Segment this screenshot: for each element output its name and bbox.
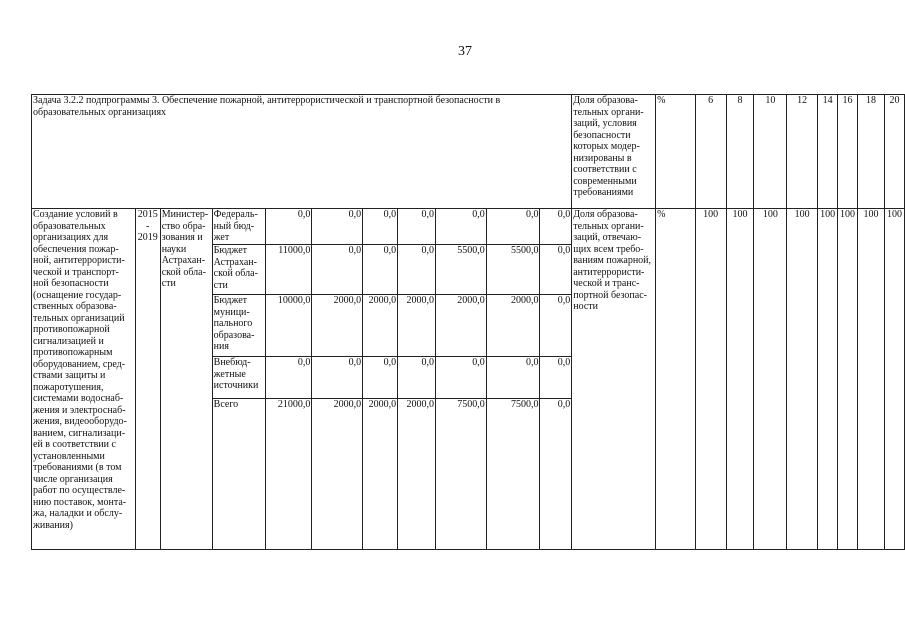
activity-indicator: Доля образова- тельных органи- заций, отвечаю- щих всем требо- ваниям пожарной, антитеррористи- ческой и транс- портной безопас- ности bbox=[572, 209, 656, 550]
funding-value: 2000,0 bbox=[363, 295, 398, 357]
task-year-value: 14 bbox=[818, 95, 838, 209]
funding-value: 0,0 bbox=[363, 357, 398, 399]
funding-source: Бюджет Астрахан- ской обла- сти bbox=[212, 245, 265, 295]
funding-value: 0,0 bbox=[398, 357, 436, 399]
funding-value: 0,0 bbox=[398, 245, 436, 295]
funding-value: 0,0 bbox=[540, 209, 572, 245]
activity-period: 2015 - 2019 bbox=[135, 209, 160, 550]
task-indicator: Доля образова- тельных органи- заций, условия безопасности которых модер- низированы в соответствии с современными требованиями bbox=[572, 95, 656, 209]
target-value: 100 bbox=[726, 209, 754, 550]
funding-value: 10000,0 bbox=[265, 295, 312, 357]
task-year-value: 6 bbox=[695, 95, 726, 209]
funding-value: 5500,0 bbox=[486, 245, 540, 295]
funding-value: 0,0 bbox=[540, 399, 572, 550]
funding-value: 0,0 bbox=[312, 357, 363, 399]
funding-value: 2000,0 bbox=[398, 295, 436, 357]
funding-value: 0,0 bbox=[363, 209, 398, 245]
task-year-value: 16 bbox=[838, 95, 858, 209]
target-value: 100 bbox=[754, 209, 787, 550]
funding-value: 2000,0 bbox=[312, 399, 363, 550]
funding-value: 2000,0 bbox=[436, 295, 487, 357]
funding-value: 0,0 bbox=[363, 245, 398, 295]
funding-value: 5500,0 bbox=[436, 245, 487, 295]
funding-value: 0,0 bbox=[540, 245, 572, 295]
funding-value: 0,0 bbox=[265, 209, 312, 245]
funding-value: 11000,0 bbox=[265, 245, 312, 295]
funding-source: Всего bbox=[212, 399, 265, 550]
funding-value: 2000,0 bbox=[312, 295, 363, 357]
funding-source: Внебюд- жетные источники bbox=[212, 357, 265, 399]
funding-value: 0,0 bbox=[436, 209, 487, 245]
activity-description: Создание условий в образовательных организациях для обеспечения пожар- ной, антитеррористи- ческой и транспорт- ной безопасности (оснащение государ- ственных образова- тельных организаций противопожарной сигнализацией и противопожарным оборудованием, сред- ствами защиты и пожаротушения, системами водоснаб- жения и электроснаб- жения, видеооборудо- ванием, сигнализаци- ей в соответствии с установленными требованиями (в том числе организация работ по осуществле- нию поставок, монта- жа, наладки и обслу- живания) bbox=[32, 209, 136, 550]
activity-unit: % bbox=[656, 209, 696, 550]
funding-row-federal bbox=[32, 209, 905, 245]
target-value: 100 bbox=[858, 209, 885, 550]
page-number: 37 bbox=[458, 44, 472, 59]
funding-value: 2000,0 bbox=[398, 399, 436, 550]
funding-value: 0,0 bbox=[265, 357, 312, 399]
target-value: 100 bbox=[838, 209, 858, 550]
task-year-value: 10 bbox=[754, 95, 787, 209]
target-value: 100 bbox=[787, 209, 818, 550]
funding-value: 0,0 bbox=[436, 357, 487, 399]
target-value: 100 bbox=[884, 209, 904, 550]
funding-value: 0,0 bbox=[540, 295, 572, 357]
funding-value: 0,0 bbox=[486, 357, 540, 399]
task-year-value: 20 bbox=[884, 95, 904, 209]
funding-value: 0,0 bbox=[312, 209, 363, 245]
funding-value: 0,0 bbox=[398, 209, 436, 245]
task-year-value: 12 bbox=[787, 95, 818, 209]
target-value: 100 bbox=[818, 209, 838, 550]
funding-value: 2000,0 bbox=[363, 399, 398, 550]
funding-value: 0,0 bbox=[486, 209, 540, 245]
funding-value: 2000,0 bbox=[486, 295, 540, 357]
funding-value: 7500,0 bbox=[486, 399, 540, 550]
task-title: Задача 3.2.2 подпрограммы 3. Обеспечение пожарной, антитеррористической и транспортной безопасности в образовательных организациях bbox=[32, 95, 572, 209]
task-row bbox=[32, 95, 905, 209]
funding-source: Бюджет муници- пального образова- ния bbox=[212, 295, 265, 357]
funding-value: 0,0 bbox=[540, 357, 572, 399]
activity-executor: Министер- ство обра- зования и науки Астрахан- ской обла- сти bbox=[160, 209, 212, 550]
funding-value: 0,0 bbox=[312, 245, 363, 295]
task-year-value: 8 bbox=[726, 95, 754, 209]
funding-value: 7500,0 bbox=[436, 399, 487, 550]
task-year-value: 18 bbox=[858, 95, 885, 209]
task-unit: % bbox=[656, 95, 696, 209]
program-table bbox=[31, 94, 905, 550]
funding-value: 21000,0 bbox=[265, 399, 312, 550]
funding-source: Федераль- ный бюд- жет bbox=[212, 209, 265, 245]
target-value: 100 bbox=[695, 209, 726, 550]
